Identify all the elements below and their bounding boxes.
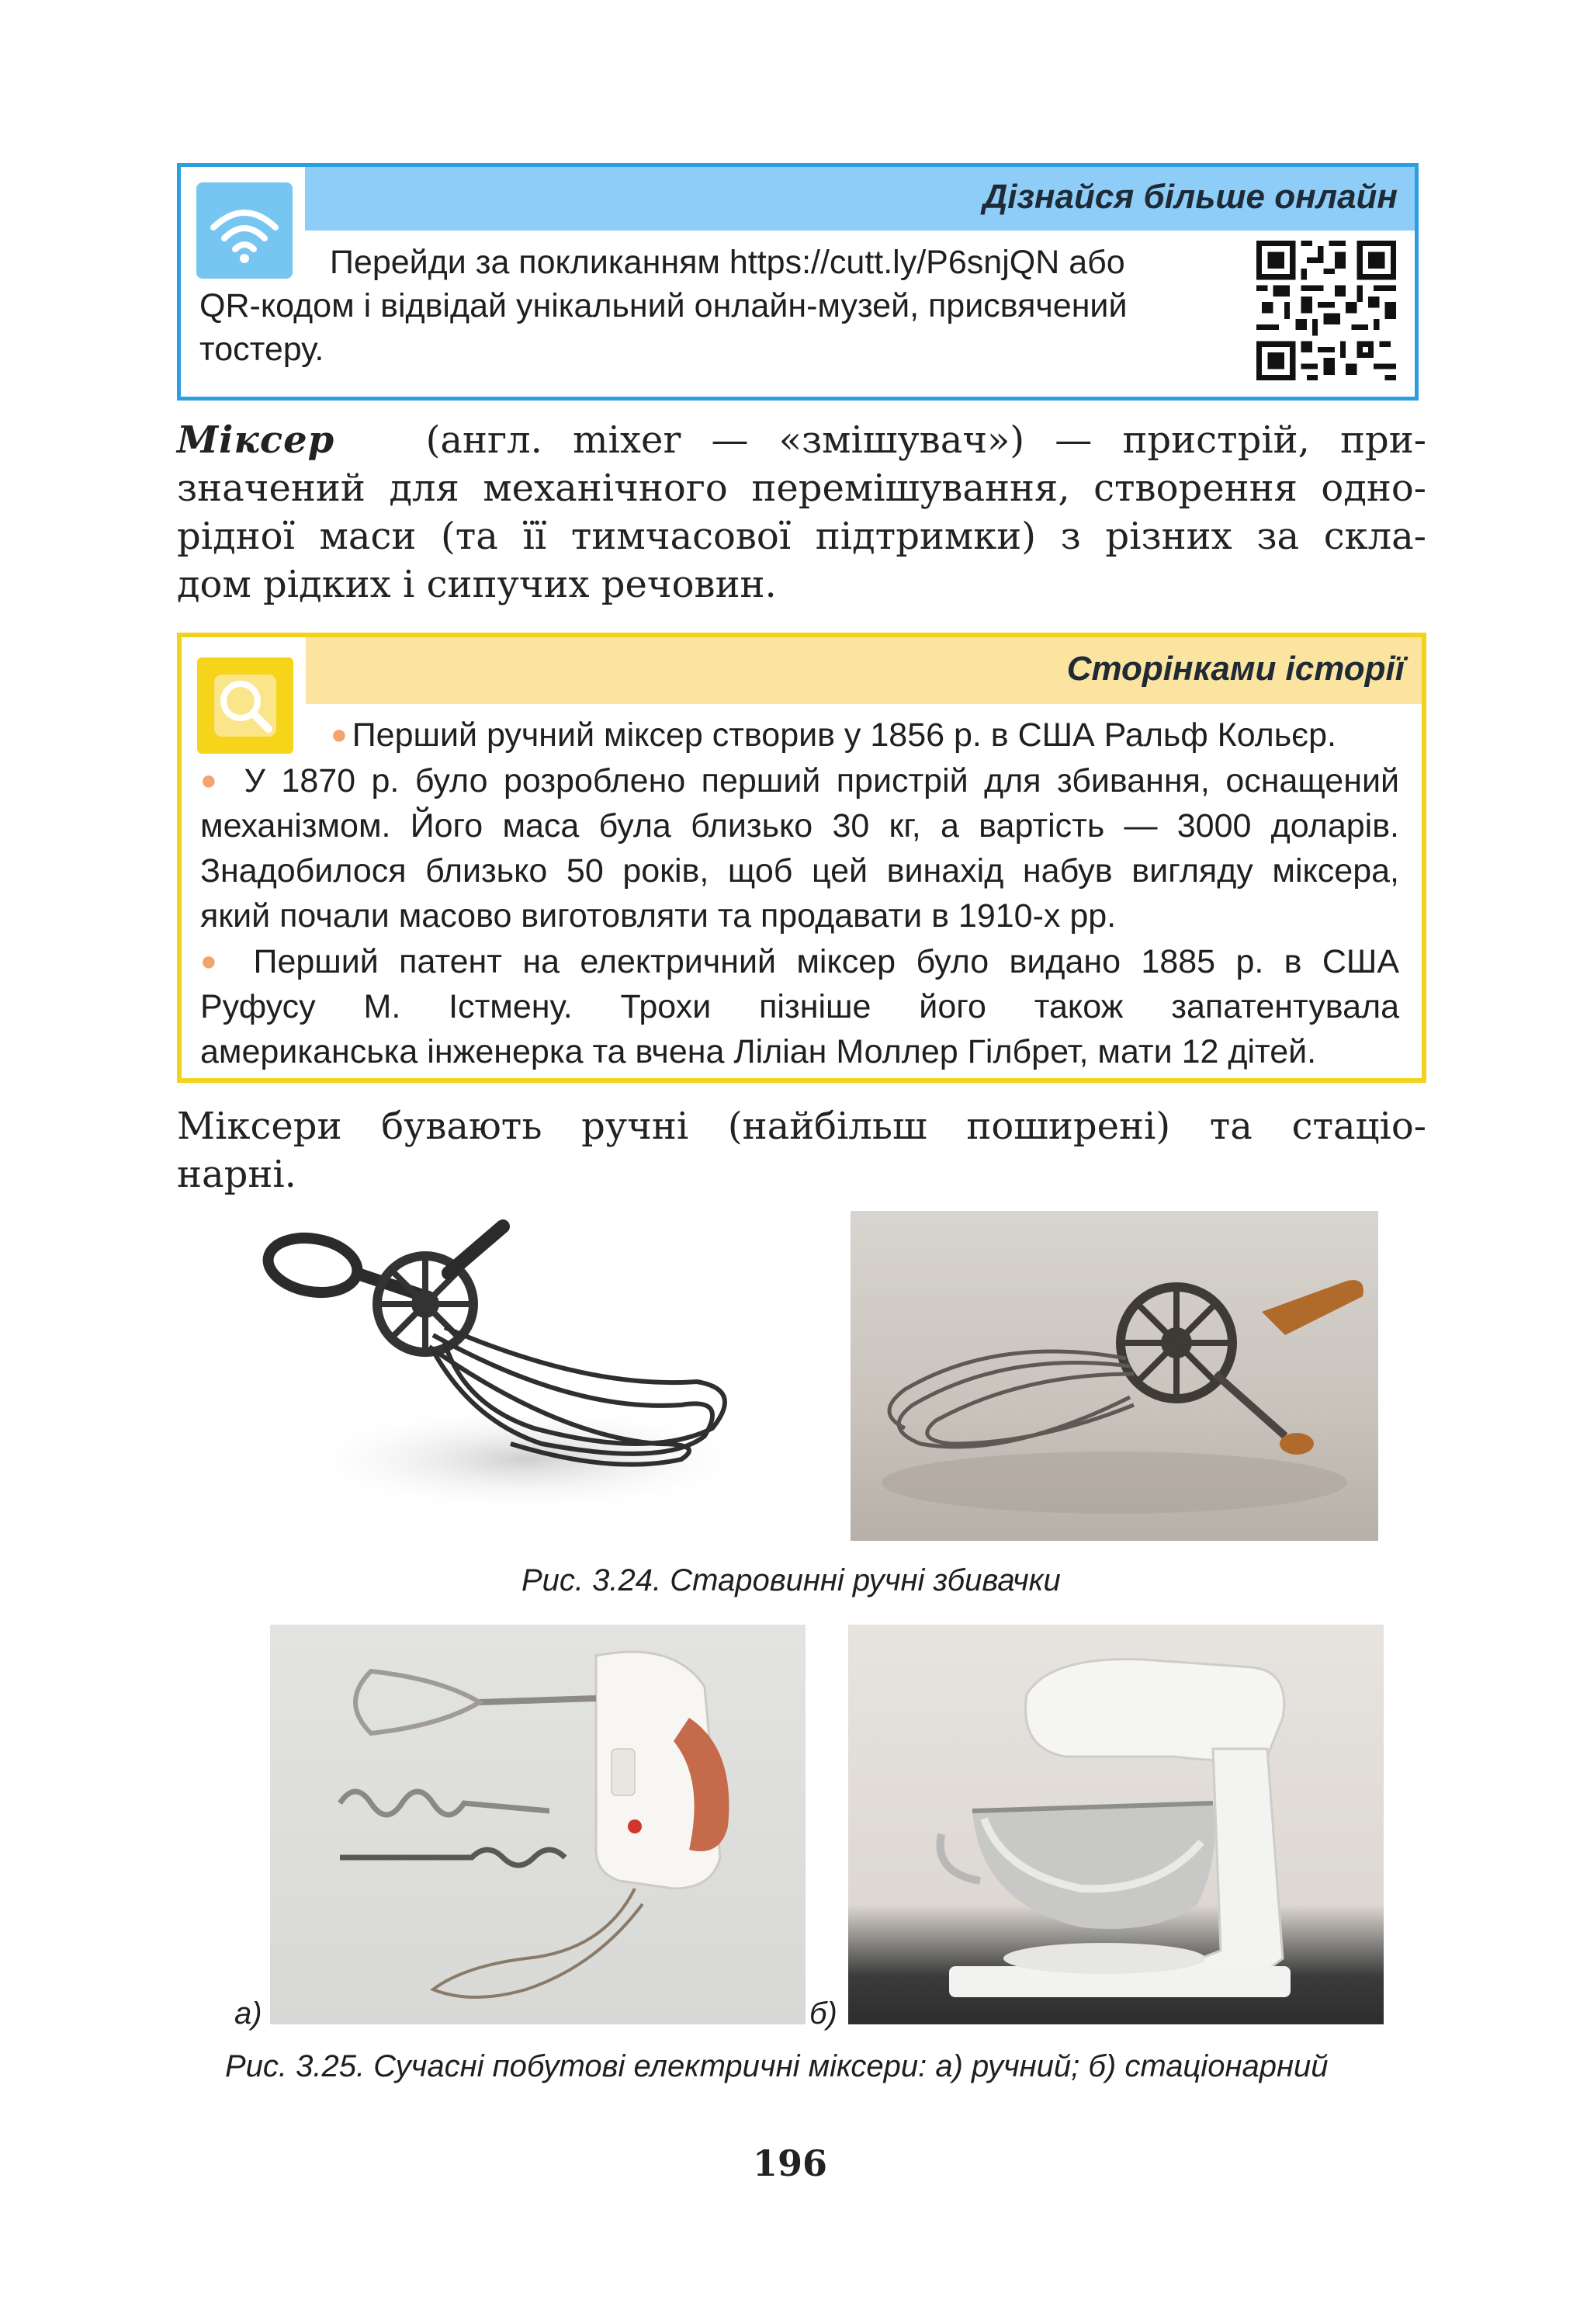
figure-caption-3-24: Рис. 3.24. Старовинні ручні збивачки <box>521 1563 1061 1597</box>
history-item-2-line-3: Знадобилося близько 50 років, щоб цей винахід набув вигляду міксера, <box>200 852 1399 890</box>
history-item-3 <box>200 938 1399 1074</box>
history-item-2-line-2: механізмом. Його маса була близько 30 кг, а вартість — 3000 доларів. <box>200 807 1399 845</box>
history-item-1-text: Перший ручний міксер створив у 1856 р. в США Ральф Кольєр. <box>352 716 1336 754</box>
online-box-title: Дізнайся більше онлайн <box>982 178 1398 216</box>
definition-line-1-rest: (англ. mixer — «змішувач») — пристрій, при- <box>425 418 1426 462</box>
stand-mixer-photo <box>848 1625 1384 2024</box>
mixer-definition <box>177 416 1426 609</box>
history-items <box>200 712 1399 1074</box>
history-item-2 <box>200 758 1399 938</box>
history-item-3-line-1 <box>200 938 1399 984</box>
modern-hand-mixer-photo <box>270 1625 806 2024</box>
definition-line-2: значений для механічного перемішування, створення одно- <box>177 467 1426 510</box>
online-box-header <box>305 167 1415 231</box>
page-number: 196 <box>752 2142 828 2184</box>
history-item-3-line-3: американська інженерка та вчена Ліліан Моллер Гілбрет, мати 12 дітей. <box>200 1033 1317 1070</box>
bullet-icon: ● <box>331 718 348 750</box>
online-box-line-3: тостеру. <box>199 331 324 368</box>
figure-sublabel-b: б) <box>809 1996 837 2031</box>
mixers-line-2: нарні. <box>177 1153 296 1196</box>
definition-line-4: дом рідких і сипучих речовин. <box>177 563 777 606</box>
history-box-title: Сторінками історії <box>1066 650 1405 688</box>
antique-hand-beater-photo-1 <box>247 1211 774 1537</box>
online-info-box <box>177 163 1419 401</box>
history-item-3-line-1-text: Перший патент на електричний міксер було видано 1885 р. в США <box>253 943 1400 980</box>
bullet-icon: ● <box>200 945 229 976</box>
online-box-text <box>199 241 1270 371</box>
online-box-line-2: QR-кодом і відвідай унікальний онлайн-музей, присвячений <box>199 287 1128 324</box>
mixers-line-1: Міксери бувають ручні (найбільш поширені) та стаціо- <box>177 1105 1426 1148</box>
definition-line-1 <box>177 416 1426 464</box>
history-item-2-line-1 <box>200 758 1399 803</box>
history-item-3-line-2: Руфусу М. Істмену. Трохи пізніше його також запатентувала <box>200 988 1399 1025</box>
bullet-icon: ● <box>200 764 224 796</box>
history-item-1 <box>200 712 1399 758</box>
history-box-header <box>306 637 1422 704</box>
definition-line-3: рідної маси (та її тимчасової підтримки) з різних за скла- <box>177 515 1426 558</box>
antique-hand-beater-photo-2 <box>851 1211 1378 1541</box>
figure-sublabel-a: а) <box>234 1996 262 2031</box>
history-box <box>177 633 1426 1083</box>
definition-term: Міксер <box>177 418 335 462</box>
history-item-2-line-4: який почали масово виготовляти та продавати в 1910-х рр. <box>200 897 1117 935</box>
mixers-types-paragraph <box>177 1102 1426 1198</box>
figure-caption-3-25: Рис. 3.25. Сучасні побутові електричні міксери: а) ручний; б) стаціонарний <box>225 2049 1329 2083</box>
qr-code-icon[interactable] <box>1256 241 1396 380</box>
online-box-line-1: Перейди за покликанням https://cutt.ly/P6snjQN або <box>330 244 1125 281</box>
history-item-2-line-1-text: У 1870 р. було розроблено перший пристрій для збивання, оснащений <box>244 762 1399 800</box>
